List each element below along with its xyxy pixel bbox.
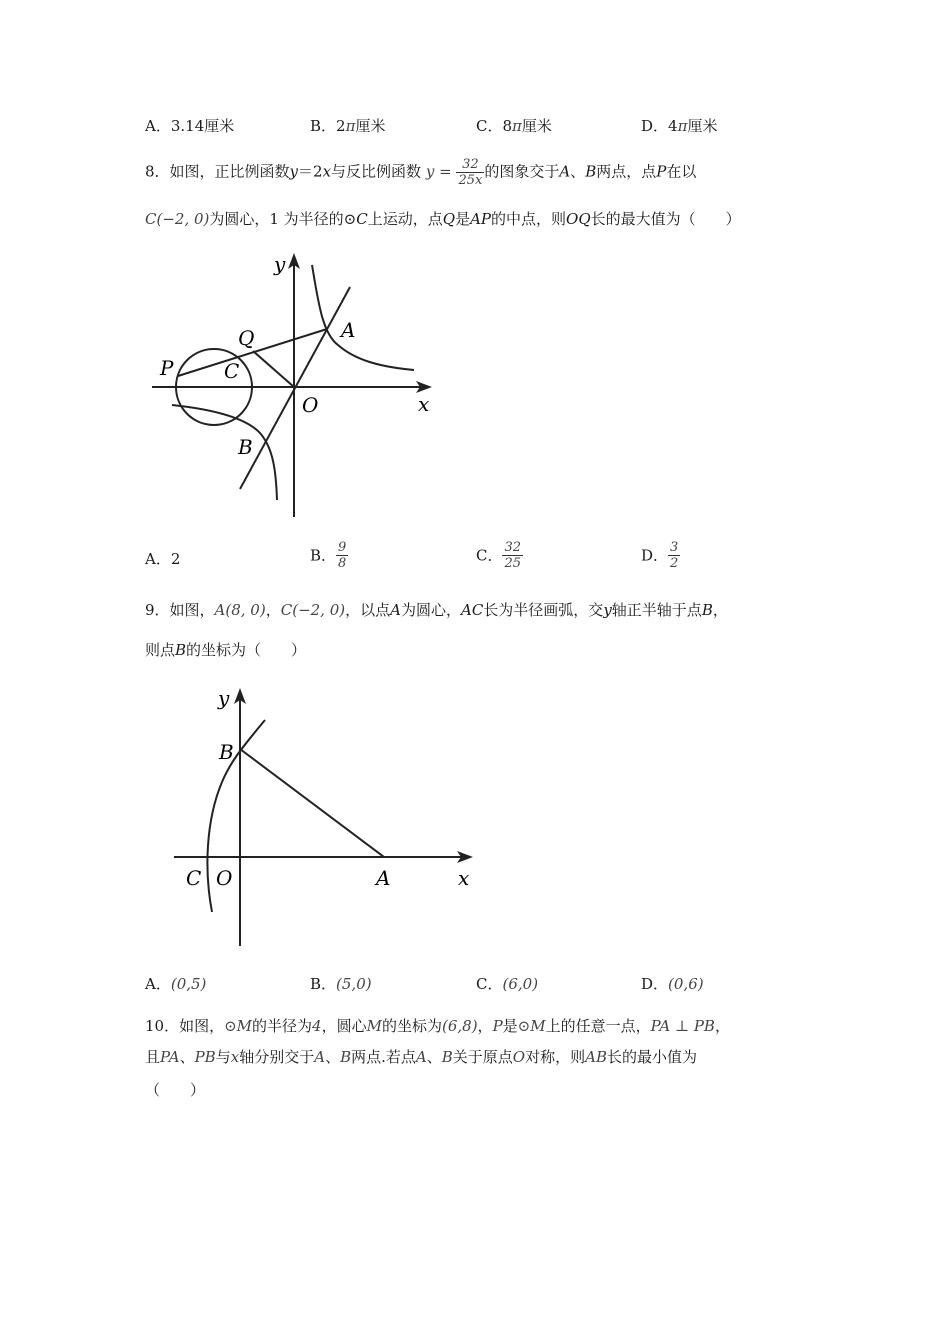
q8-option-d-den: 2 [670, 556, 679, 571]
q9-label-b: B [219, 740, 234, 764]
q7-c-suffix: 厘米 [521, 117, 552, 135]
q8-func-fraction [456, 157, 484, 188]
q7-d-suffix: 厘米 [687, 117, 718, 135]
q8-func-den: 25x [458, 173, 483, 188]
q8-text: 为圆心，1 为半径的⊙ [209, 210, 357, 228]
q9-label-y: y [218, 686, 230, 710]
q9-point-a-coord: A(8, 0) [214, 601, 266, 619]
q8-label-a: A [341, 318, 356, 342]
q10-line-1 [145, 1015, 730, 1037]
q9-text: ，以点 [345, 601, 391, 619]
q8-option-c [476, 540, 523, 571]
q8-circle-c: C [356, 210, 368, 228]
q9-text: 则点 [145, 641, 176, 659]
q10-text: 、 [426, 1048, 442, 1066]
q9-text: 的坐标为（ ） [186, 641, 307, 659]
q9-point-a: A [390, 601, 401, 619]
q8-option-d [641, 540, 680, 571]
q8-option-c-den: 25 [504, 556, 522, 571]
q8-text: 是 [455, 210, 471, 228]
q10-text: ， [477, 1017, 493, 1035]
q8-point-b: B [585, 162, 597, 181]
q8-func-lhs: y = [425, 162, 452, 181]
q8-option-a: A．2 [145, 550, 181, 568]
q8-option-b-fraction [336, 540, 348, 571]
q10-text: 的半径为 [252, 1017, 313, 1035]
q8-hyperbola-right [312, 265, 414, 370]
q8-text: 与反比例函数 [331, 162, 422, 181]
q8-func-num: 32 [456, 157, 484, 173]
q8-label-b: B [238, 435, 253, 459]
q10-point-b: B [441, 1048, 453, 1066]
q9-option-c-label: C． [476, 975, 503, 993]
q10-point-a: A [415, 1048, 427, 1066]
q7-b-prefix: B．2 [310, 117, 346, 135]
q8-center-c: C(−2, 0) [145, 210, 210, 228]
q8-text: 的图象交于 [484, 162, 560, 181]
q8-text: 上运动，点 [367, 210, 443, 228]
q7-d-pi: π [677, 117, 688, 135]
q8-line-2 [145, 208, 741, 230]
q8-text: 、 [570, 162, 586, 181]
q9-figure [160, 680, 480, 955]
q8-label-q: Q [238, 326, 255, 350]
q8-option-b-den: 8 [338, 556, 347, 571]
q8-option-d-label: D． [641, 546, 669, 565]
q9-line-2 [145, 639, 306, 661]
q9-option-d-label: D． [641, 975, 669, 993]
q8-point-p: P [656, 162, 667, 181]
q10-radius: 4 [312, 1017, 322, 1035]
q9-text: ， [265, 601, 281, 619]
q9-text: 为圆心， [400, 601, 461, 619]
q9-segment-ba [240, 749, 384, 857]
q8-point-q: Q [442, 210, 456, 228]
q9-point-c-coord: C(−2, 0) [280, 601, 346, 619]
q9-label-x: x [458, 866, 470, 890]
q9-line-1 [145, 599, 728, 621]
q9-text: 轴正半轴于点 [611, 601, 702, 619]
q8-option-c-num: 32 [504, 540, 522, 555]
q9-option-a-value: (0,5) [170, 975, 207, 993]
q8-point-a: A [559, 162, 571, 181]
q8-option-d-num: 3 [670, 540, 679, 555]
q8-text: 两点，点 [596, 162, 657, 181]
q8-text: 8．如图，正比例函数 [145, 162, 290, 181]
q10-text: 、 [325, 1048, 341, 1066]
q8-label-y: y [274, 252, 286, 276]
q7-d-prefix: D．4 [641, 117, 678, 135]
q10-text: 上的任意一点， [545, 1017, 651, 1035]
q10-segment-pb: PB [194, 1048, 216, 1066]
q7-b-suffix: 厘米 [355, 117, 386, 135]
q10-center-coord: (6,8) [441, 1017, 478, 1035]
q10-text: 是 [502, 1017, 518, 1035]
q10-text: ， [714, 1017, 730, 1035]
q8-text: 的中点，则 [491, 210, 567, 228]
q9-point-b: B [701, 601, 713, 619]
q10-text: ，圆心 [321, 1017, 367, 1035]
q10-text: 对称，则 [525, 1048, 586, 1066]
q10-text: 与 [215, 1048, 231, 1066]
q9-option-b [310, 973, 372, 995]
q8-line-1 [145, 157, 696, 188]
q8-hyperbola-left [172, 405, 277, 500]
q9-option-c-value: (6,0) [502, 975, 539, 993]
q8-label-x: x [418, 392, 430, 416]
q8-segment-ap: AP [470, 210, 492, 228]
q9-point-b: B [175, 641, 187, 659]
q10-circle-m: ⊙M [224, 1017, 253, 1035]
q8-option-b-num: 9 [338, 540, 347, 555]
q7-option-a: A．3.14厘米 [145, 117, 235, 135]
q7-option-d [641, 115, 717, 137]
q7-c-pi: π [512, 117, 522, 135]
q10-origin-o: O [512, 1048, 526, 1066]
q9-option-b-value: (5,0) [336, 975, 372, 993]
q8-var-x: x [322, 162, 332, 181]
q9-text: ， [712, 601, 728, 619]
q10-point-b: B [340, 1048, 352, 1066]
q10-text: 轴分别交于 [239, 1048, 315, 1066]
q7-option-c [476, 115, 552, 137]
q9-label-o: O [216, 866, 233, 890]
q10-text: 两点.若点 [351, 1048, 416, 1066]
q10-text: 关于原点 [452, 1048, 513, 1066]
q9-option-a-label: A． [145, 975, 171, 993]
q9-option-c [476, 973, 538, 995]
q10-perpendicular: PA ⊥ PB [650, 1017, 715, 1035]
q10-center-m: M [366, 1017, 382, 1035]
q10-point-a: A [314, 1048, 326, 1066]
q10-segment-pa: PA [160, 1048, 180, 1066]
q8-label-p: P [160, 356, 174, 380]
q9-label-a: A [376, 866, 391, 890]
q8-figure [140, 245, 450, 525]
q9-option-a [145, 973, 206, 995]
q7-b-pi: π [345, 117, 356, 135]
q8-option-b-label: B． [310, 546, 337, 565]
q8-option-c-label: C． [476, 546, 503, 565]
q7-c-prefix: C．8 [476, 117, 513, 135]
q8-label-o: O [302, 393, 319, 417]
q8-text: 长的最大值为（ ） [590, 210, 741, 228]
q9-option-d-value: (0,6) [668, 975, 704, 993]
q8-var-y: y [289, 162, 299, 181]
q7-option-b [310, 115, 385, 137]
q10-var-x: x [230, 1048, 240, 1066]
q9-text: 长为半径画弧，交 [483, 601, 604, 619]
q9-option-b-label: B． [310, 975, 337, 993]
q8-label-c: C [224, 359, 240, 383]
q10-line-2 [145, 1046, 697, 1068]
q10-text: 的坐标为 [381, 1017, 442, 1035]
q10-text: 、 [179, 1048, 195, 1066]
q8-segment-oq-shape [253, 351, 294, 387]
q9-option-d [641, 973, 704, 995]
q8-option-b [310, 540, 348, 571]
q10-text: 且 [145, 1048, 161, 1066]
q8-text: ＝2 [298, 162, 323, 181]
q10-text: 10．如图， [145, 1017, 225, 1035]
q8-option-d-fraction [668, 540, 680, 571]
q8-segment-oq: OQ [566, 210, 591, 228]
q10-line-3: （ ） [145, 1081, 206, 1099]
q9-label-c: C [186, 866, 202, 890]
q10-text: 长的最小值为 [606, 1048, 697, 1066]
q9-var-y: y [603, 601, 612, 619]
q8-option-c-fraction [502, 540, 523, 571]
q10-circle-m: ⊙M [517, 1017, 546, 1035]
q10-segment-ab: AB [585, 1048, 607, 1066]
q8-text: 在以 [666, 162, 697, 181]
q10-point-p: P [492, 1017, 503, 1035]
q9-segment-ac: AC [460, 601, 484, 619]
q9-text: 9．如图， [145, 601, 215, 619]
